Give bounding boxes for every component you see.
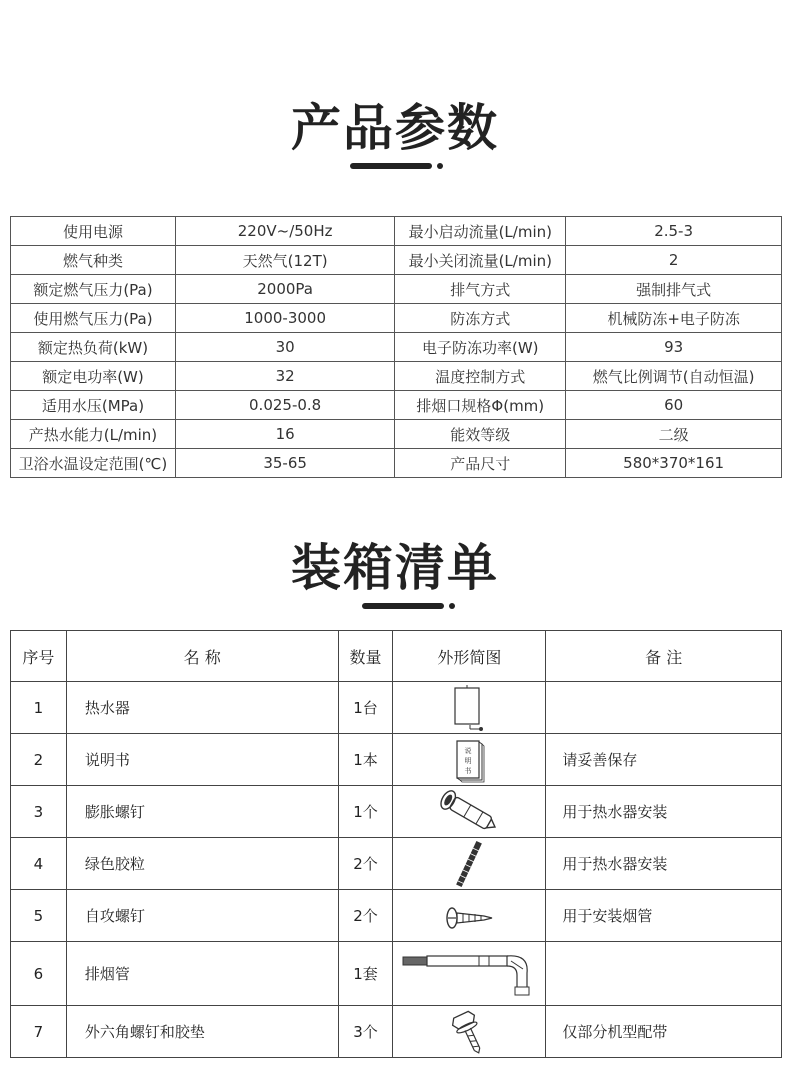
param-value: 强制排气式 xyxy=(566,275,782,304)
item-note: 仅部分机型配带 xyxy=(546,1006,782,1058)
item-quantity: 2个 xyxy=(338,890,393,942)
packing-title: 装箱清单 xyxy=(291,539,499,597)
item-quantity: 2个 xyxy=(338,838,393,890)
param-label: 防冻方式 xyxy=(395,304,566,333)
param-value: 32 xyxy=(175,362,394,391)
param-label: 最小关闭流量(L/min) xyxy=(395,246,566,275)
item-name: 排烟管 xyxy=(66,942,338,1006)
packing-row xyxy=(11,890,782,942)
svg-text:书: 书 xyxy=(464,766,472,775)
packing-row xyxy=(11,786,782,838)
param-value: 天然气(12T) xyxy=(175,246,394,275)
param-row xyxy=(11,275,782,304)
param-label: 额定燃气压力(Pa) xyxy=(11,275,176,304)
param-label: 卫浴水温设定范围(℃) xyxy=(11,449,176,478)
param-value: 2 xyxy=(566,246,782,275)
param-value: 燃气比例调节(自动恒温) xyxy=(566,362,782,391)
packing-row xyxy=(11,734,782,786)
packing-row xyxy=(11,682,782,734)
wall-plug-icon xyxy=(393,840,545,888)
param-label: 电子防冻功率(W) xyxy=(395,333,566,362)
item-name: 说明书 xyxy=(66,734,338,786)
item-note: 用于热水器安装 xyxy=(546,786,782,838)
item-number: 5 xyxy=(11,890,67,942)
param-value: 35-65 xyxy=(175,449,394,478)
header-name-a: 名 xyxy=(183,647,200,667)
param-label: 最小启动流量(L/min) xyxy=(395,217,566,246)
param-label: 使用燃气压力(Pa) xyxy=(11,304,176,333)
header-note-a: 备 xyxy=(645,647,662,667)
params-title: 产品参数 xyxy=(291,99,499,157)
item-quantity: 1套 xyxy=(338,942,393,1006)
item-number: 2 xyxy=(11,734,67,786)
header-name-b: 称 xyxy=(204,647,221,667)
param-row xyxy=(11,217,782,246)
packing-row xyxy=(11,942,782,1006)
item-quantity: 1个 xyxy=(338,786,393,838)
item-number: 4 xyxy=(11,838,67,890)
item-quantity: 3个 xyxy=(338,1006,393,1058)
item-sketch xyxy=(393,1006,546,1058)
item-sketch xyxy=(393,838,546,890)
item-note: 用于热水器安装 xyxy=(546,838,782,890)
item-note xyxy=(546,682,782,734)
item-name: 外六角螺钉和胶垫 xyxy=(66,1006,338,1058)
header-image: 外形简图 xyxy=(393,631,546,682)
param-value: 30 xyxy=(175,333,394,362)
item-quantity: 1台 xyxy=(338,682,393,734)
exhaust-pipe-icon xyxy=(393,949,545,999)
param-value: 580*370*161 xyxy=(566,449,782,478)
param-row xyxy=(11,333,782,362)
param-row xyxy=(11,449,782,478)
item-note: 用于安装烟管 xyxy=(546,890,782,942)
item-number: 1 xyxy=(11,682,67,734)
item-number: 3 xyxy=(11,786,67,838)
param-value: 0.025-0.8 xyxy=(175,391,394,420)
param-label: 排烟口规格Φ(mm) xyxy=(395,391,566,420)
param-label: 额定热负荷(kW) xyxy=(11,333,176,362)
param-value: 2.5-3 xyxy=(566,217,782,246)
title-underline-dot xyxy=(437,163,443,169)
item-quantity: 1本 xyxy=(338,734,393,786)
manual-icon xyxy=(393,736,545,784)
param-label: 温度控制方式 xyxy=(395,362,566,391)
svg-text:明: 明 xyxy=(464,756,472,765)
packing-table xyxy=(10,630,782,1058)
title-underline xyxy=(350,163,432,169)
param-label: 适用水压(MPa) xyxy=(11,391,176,420)
param-row xyxy=(11,246,782,275)
param-label: 能效等级 xyxy=(395,420,566,449)
item-sketch xyxy=(393,890,546,942)
param-label: 排气方式 xyxy=(395,275,566,304)
param-label: 产品尺寸 xyxy=(395,449,566,478)
param-row xyxy=(11,420,782,449)
header-name xyxy=(66,631,338,682)
item-name: 绿色胶粒 xyxy=(66,838,338,890)
title-underline xyxy=(362,603,444,609)
title-underline-dot xyxy=(449,603,455,609)
param-row xyxy=(11,304,782,333)
param-row xyxy=(11,391,782,420)
packing-header-row xyxy=(11,631,782,682)
param-value: 220V~/50Hz xyxy=(175,217,394,246)
item-number: 7 xyxy=(11,1006,67,1058)
header-note xyxy=(546,631,782,682)
header-no: 序号 xyxy=(11,631,67,682)
svg-text:说: 说 xyxy=(464,746,472,755)
self-tapping-screw-icon xyxy=(393,892,545,940)
item-name: 热水器 xyxy=(66,682,338,734)
item-sketch xyxy=(393,682,546,734)
packing-row xyxy=(11,838,782,890)
param-value: 1000-3000 xyxy=(175,304,394,333)
param-label: 使用电源 xyxy=(11,217,176,246)
packing-row xyxy=(11,1006,782,1058)
expansion-screw-icon xyxy=(393,788,545,836)
param-value: 机械防冻+电子防冻 xyxy=(566,304,782,333)
param-label: 燃气种类 xyxy=(11,246,176,275)
water-heater-icon xyxy=(393,684,545,732)
param-value: 2000Pa xyxy=(175,275,394,304)
item-name: 膨胀螺钉 xyxy=(66,786,338,838)
param-value: 93 xyxy=(566,333,782,362)
header-qty: 数量 xyxy=(338,631,393,682)
item-number: 6 xyxy=(11,942,67,1006)
item-sketch xyxy=(393,734,546,786)
item-sketch xyxy=(393,786,546,838)
param-label: 产热水能力(L/min) xyxy=(11,420,176,449)
param-value: 60 xyxy=(566,391,782,420)
item-note xyxy=(546,942,782,1006)
hex-screw-gasket-icon xyxy=(393,1007,545,1057)
item-name: 自攻螺钉 xyxy=(66,890,338,942)
header-note-b: 注 xyxy=(666,647,683,667)
params-table xyxy=(10,216,782,478)
item-sketch xyxy=(393,942,546,1006)
param-value: 二级 xyxy=(566,420,782,449)
item-note: 请妥善保存 xyxy=(546,734,782,786)
param-row xyxy=(11,362,782,391)
param-label: 额定电功率(W) xyxy=(11,362,176,391)
param-value: 16 xyxy=(175,420,394,449)
